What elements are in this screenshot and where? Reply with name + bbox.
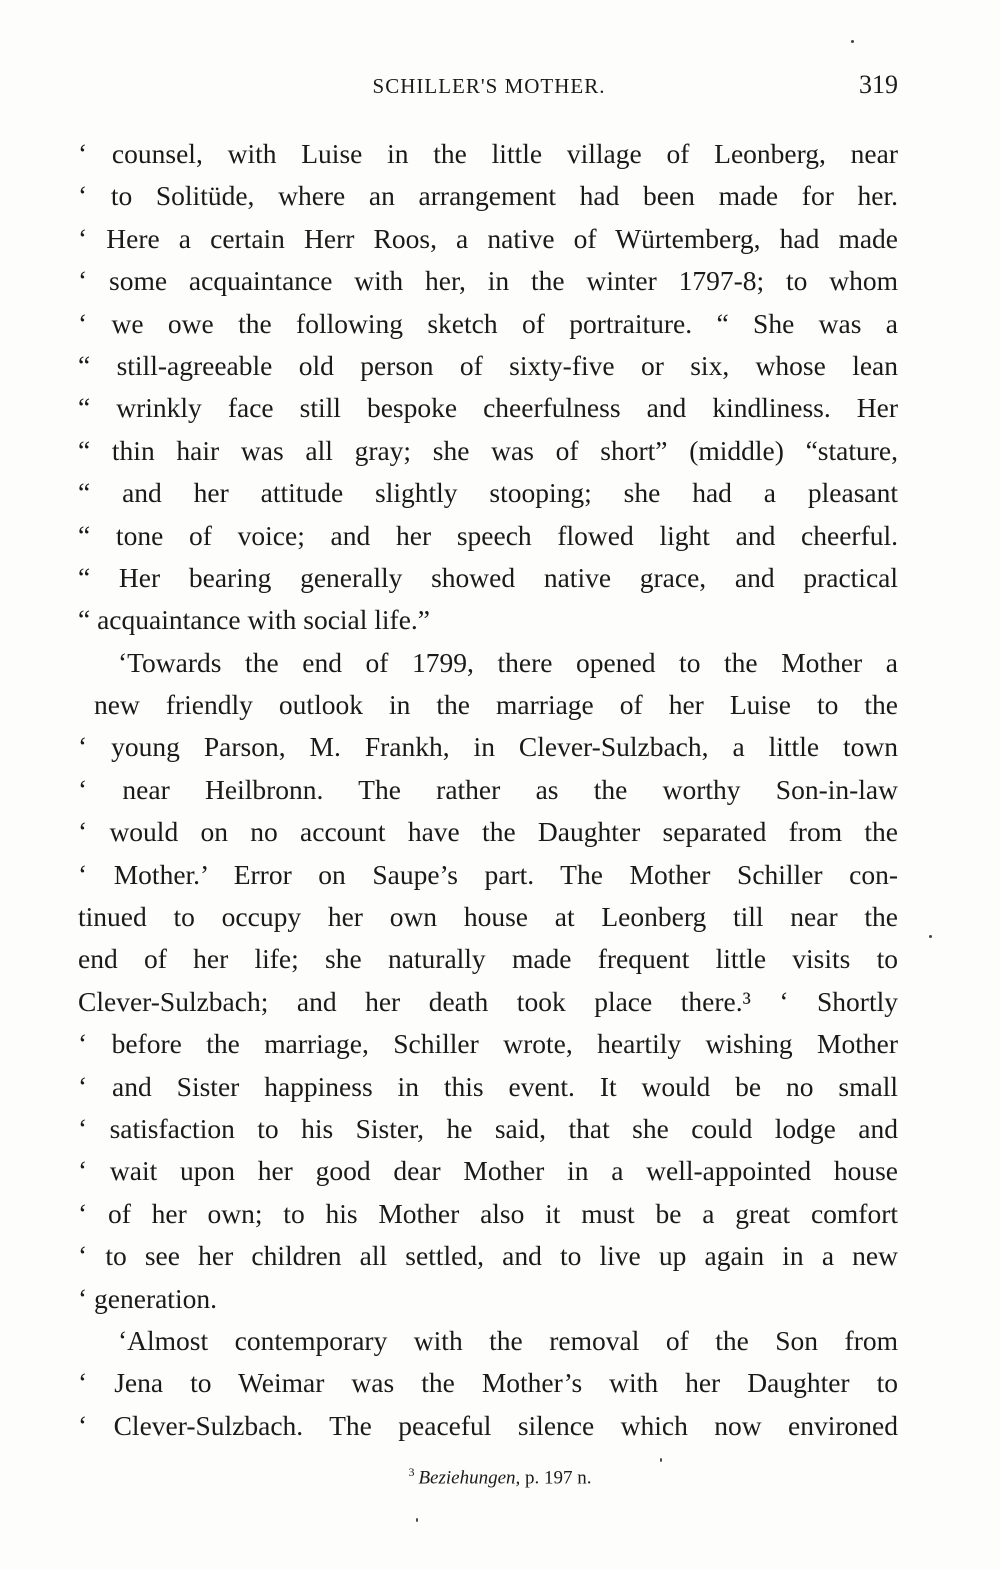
text-line: ‘ we owe the following sketch of portraiture. “ She was a [78, 307, 898, 339]
text-line: ‘ generation. [78, 1282, 217, 1314]
print-speck [929, 935, 932, 938]
print-speck [851, 40, 854, 43]
footnote [0, 1465, 1000, 1489]
paragraph-start-line: ‘Almost contemporary with the removal of the Son from [118, 1324, 898, 1356]
text-line: “ wrinkly face still bespoke cheerfulness and kindliness. Her [78, 392, 898, 424]
text-line: ‘ Here a certain Herr Roos, a native of Würtemberg, had made [78, 222, 898, 254]
footnote-marker: 3 [408, 1465, 415, 1479]
print-speck [416, 1518, 418, 1522]
text-line: ‘ wait upon her good dear Mother in a well-appointed house [78, 1155, 898, 1187]
text-line: Clever-Sulzbach; and her death took place there.³ ‘ Shortly [78, 985, 898, 1017]
text-line: ‘ counsel, with Luise in the little village of Leonberg, near [78, 138, 898, 169]
text-line: “ acquaintance with social life.” [78, 604, 430, 636]
text-line: ‘ some acquaintance with her, in the winter 1797-8; to whom [78, 265, 898, 297]
text-line: ‘ to Solitüde, where an arrangement had been made for her. [78, 180, 898, 212]
text-line: ‘ and Sister happiness in this event. It would be no small [78, 1070, 898, 1102]
page-number: 319 [859, 70, 898, 99]
text-line: ‘ young Parson, M. Frankh, in Clever-Sulzbach, a little town [78, 731, 898, 763]
text-line: ‘ before the marriage, Schiller wrote, heartily wishing Mother [78, 1028, 898, 1060]
text-line: ‘ Jena to Weimar was the Mother’s with her Daughter to [78, 1367, 898, 1399]
text-line: ‘ Clever-Sulzbach. The peaceful silence which now environed [78, 1409, 898, 1441]
running-title: SCHILLER'S MOTHER. [372, 74, 606, 98]
text-line: “ still-agreeable old person of sixty-five or six, whose lean [78, 349, 898, 381]
text-line: “ thin hair was all gray; she was of short” (middle) “stature, [78, 434, 898, 466]
text-line: ‘ of her own; to his Mother also it must be a great comfort [78, 1197, 898, 1229]
text-line: end of her life; she naturally made frequent little visits to [78, 943, 898, 975]
text-line: ‘ near Heilbronn. The rather as the worthy Son-in-law [78, 773, 898, 805]
text-line: “ and her attitude slightly stooping; she had a pleasant [78, 477, 898, 509]
print-speck [660, 1458, 662, 1462]
text-line: “ Her bearing generally showed native grace, and practical [78, 561, 898, 593]
text-line: ‘ would on no account have the Daughter separated from the [78, 816, 898, 848]
text-line: “ tone of voice; and her speech flowed light and cheerful. [78, 519, 898, 551]
running-head [80, 70, 898, 106]
text-line: ‘ satisfaction to his Sister, he said, that she could lodge and [78, 1112, 898, 1144]
footnote-work-title: Beziehungen, [418, 1467, 521, 1489]
text-line: ‘ Mother.’ Error on Saupe’s part. The Mother Schiller con- [78, 858, 898, 890]
footnote-reference: p. 197 n. [525, 1467, 592, 1489]
text-line: tinued to occupy her own house at Leonberg till near the [78, 901, 898, 933]
body-text [78, 133, 898, 1447]
text-line: new friendly outlook in the marriage of her Luise to the [94, 689, 898, 721]
paragraph-start-line: ‘Towards the end of 1799, there opened to the Mother a [118, 646, 898, 678]
text-line: ‘ to see her children all settled, and to live up again in a new [78, 1240, 898, 1272]
